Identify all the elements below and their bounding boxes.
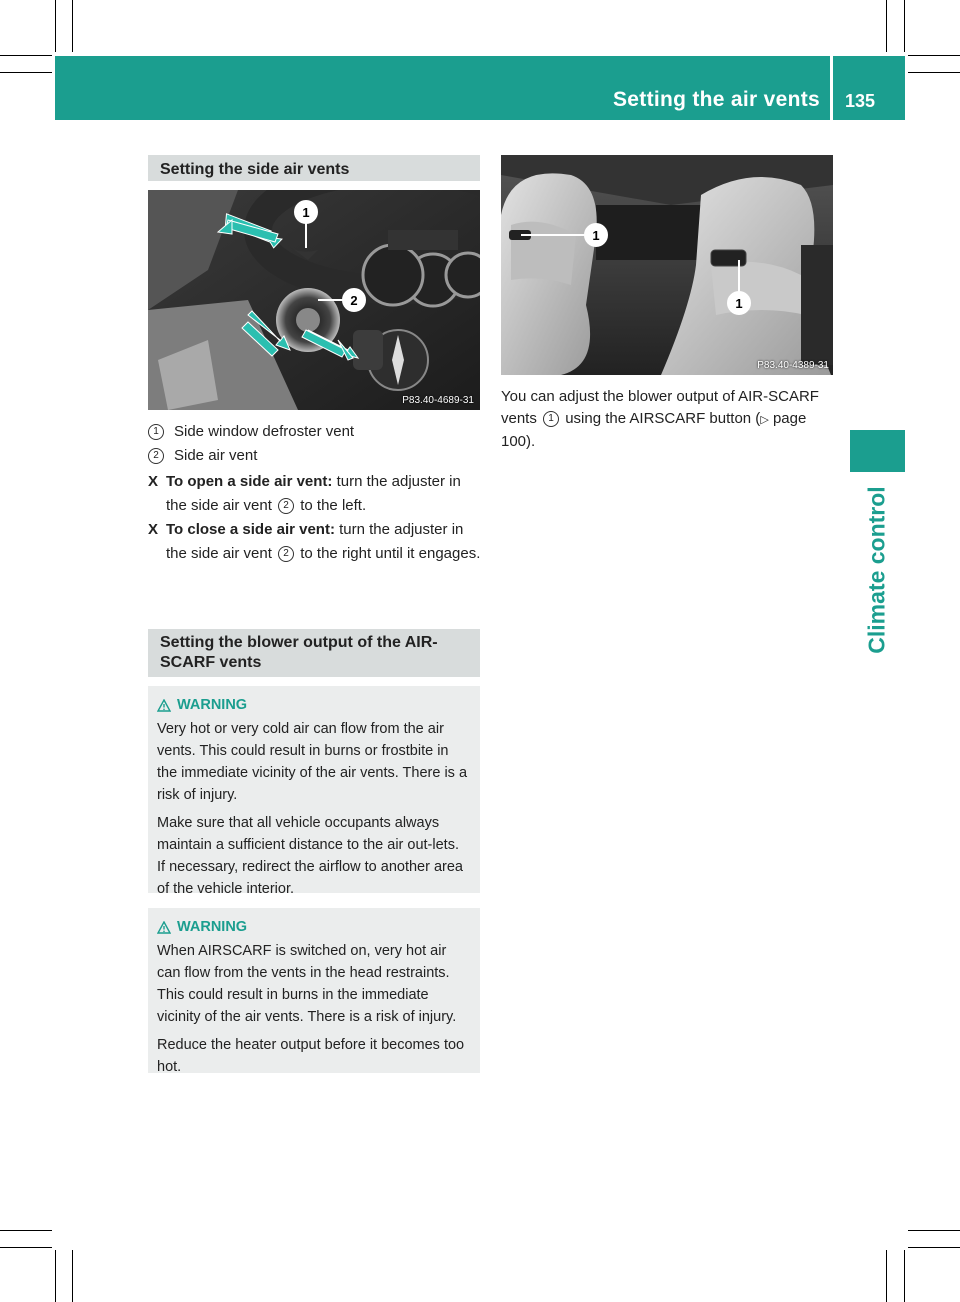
crop-mark: [904, 1250, 905, 1302]
warning-paragraph: Make sure that all vehicle occupants always maintain a sufficient distance to the air out-lets. If necessary, redirect the airflow to another area of the vehicle interior.: [157, 815, 463, 897]
dashboard-vent-photo: [148, 190, 480, 410]
callout-text: Side window defroster vent: [174, 423, 355, 440]
page-reference-link[interactable]: page 100).: [501, 410, 807, 450]
step-lead: To close a side air vent:: [166, 521, 335, 538]
crop-mark: [908, 1247, 960, 1248]
step-text: turn the adjuster in the side air vent: [166, 521, 464, 562]
crop-mark: [908, 1230, 960, 1231]
svg-text:1: 1: [735, 296, 743, 311]
crop-mark: [886, 0, 887, 52]
section-heading: Setting the blower output of the AIR-SCARF vents: [148, 629, 480, 677]
header-separator: [830, 56, 833, 120]
callout-text: Side air vent: [174, 447, 258, 464]
step-text: to the left.: [300, 497, 367, 514]
warning-triangle-icon: [157, 921, 171, 934]
crop-mark: [886, 1250, 887, 1302]
warning-title-row: [157, 694, 471, 716]
callout-item: [148, 444, 482, 468]
warning-paragraph: Reduce the heater output before it becomes too hot.: [157, 1037, 465, 1075]
warning-triangle-icon: [157, 699, 171, 712]
step-lead: To open a side air vent:: [166, 473, 333, 490]
airscarf-description: [501, 386, 835, 453]
crop-mark: [0, 1230, 52, 1231]
page-header-title: Setting the air vents: [612, 88, 820, 111]
warning-title-row: [157, 916, 471, 938]
warning-paragraph: When AIRSCARF is switched on, very hot air can flow from the vents in the head restraints. This could result in burns in the immediate vicinity of the air vents. There is a risk of injury.: [157, 943, 457, 1025]
step-text: to the right until it engages.: [300, 545, 481, 562]
warning-box: [148, 686, 480, 897]
warning-paragraph: Very hot or very cold air can flow from the air vents. This could result in burns or frostbite in the immediate vicinity of the air vents. There is a risk of injury.: [157, 721, 468, 803]
step-ref-number: 2: [278, 498, 294, 514]
figure-code: P83.40-4689-31: [402, 395, 474, 406]
svg-text:2: 2: [350, 293, 358, 308]
step-arrow-icon: X: [148, 473, 159, 490]
description-text: You can adjust the blower output of AIR-SCARF vents: [501, 388, 819, 427]
crop-mark: [72, 1250, 73, 1302]
description-ref-number: 1: [543, 411, 559, 427]
crop-mark: [908, 55, 960, 56]
step-ref-number: 2: [278, 546, 294, 562]
crop-mark: [55, 0, 56, 52]
airscarf-seat-photo: [501, 155, 833, 375]
section-heading: Setting the side air vents: [148, 155, 480, 181]
callout-number: 1: [148, 424, 164, 440]
page-number: 135: [845, 91, 876, 111]
warning-box: [148, 908, 480, 1073]
instruction-step: [148, 470, 482, 518]
crop-mark: [0, 55, 52, 56]
instruction-step: [148, 518, 482, 566]
warning-title: WARNING: [177, 919, 248, 935]
figure-code: P83.40-4389-31: [757, 360, 829, 371]
crop-mark: [908, 72, 960, 73]
chapter-label: Climate control: [863, 486, 890, 654]
crop-mark: [0, 1247, 52, 1248]
page-ref-arrow-icon: ▷: [760, 414, 769, 426]
warning-title: WARNING: [177, 697, 248, 713]
svg-text:1: 1: [592, 228, 600, 243]
callout-item: [148, 420, 482, 444]
svg-text:1: 1: [302, 205, 310, 220]
crop-mark: [904, 0, 905, 52]
callout-number: 2: [148, 448, 164, 464]
step-arrow-icon: X: [148, 521, 159, 538]
chapter-tab: [850, 430, 905, 472]
step-text: turn the adjuster in the side air vent: [166, 473, 461, 514]
crop-mark: [55, 1250, 56, 1302]
description-text: using the AIRSCARF button (: [565, 410, 761, 427]
crop-mark: [72, 0, 73, 52]
crop-mark: [0, 72, 52, 73]
